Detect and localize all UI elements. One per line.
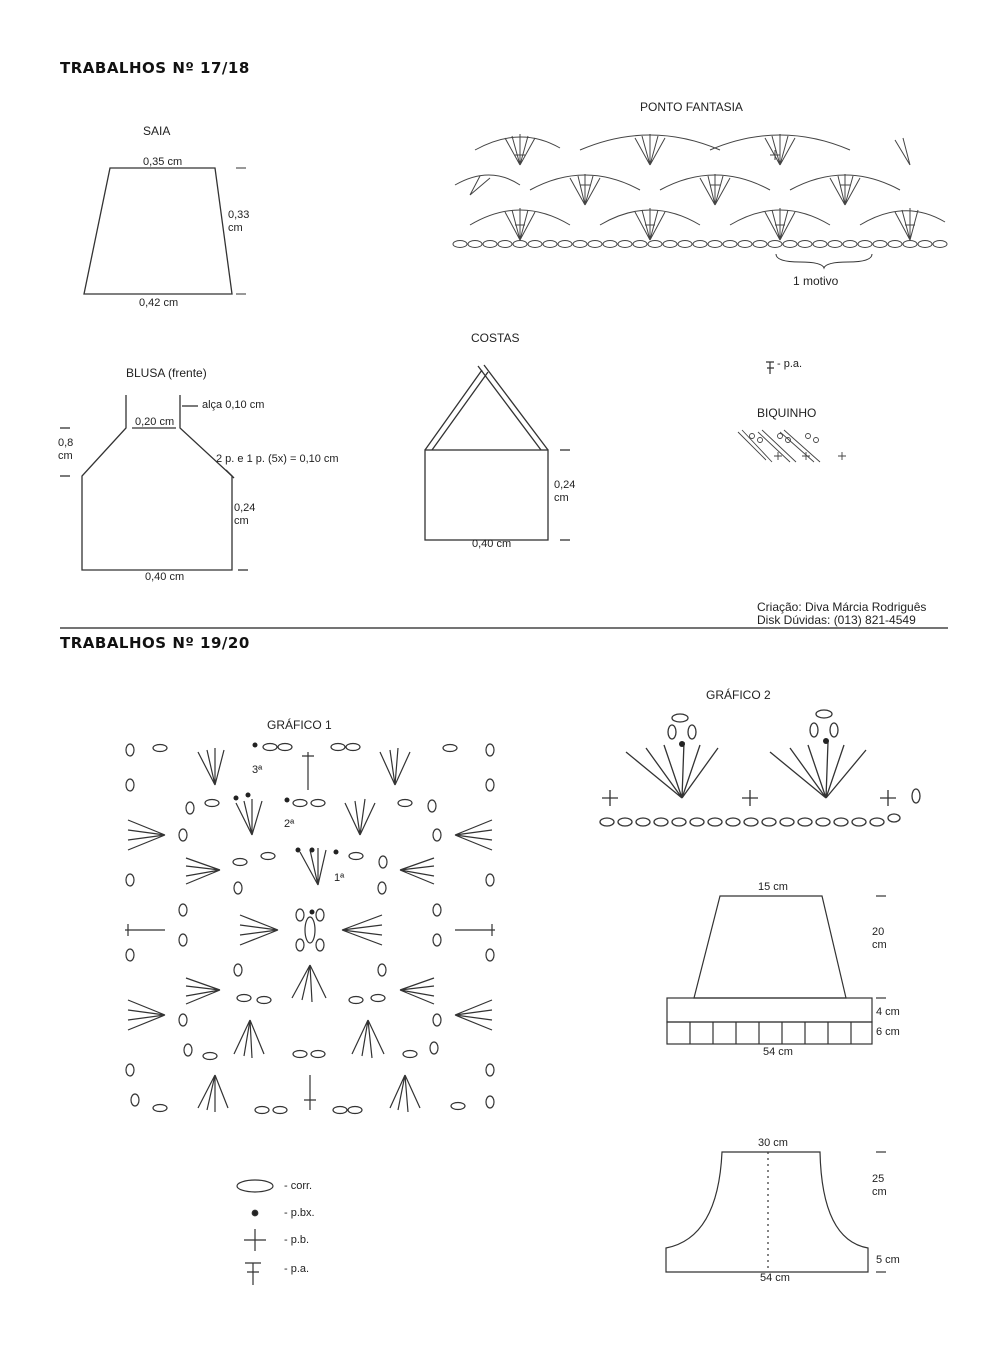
fan-row-2 xyxy=(455,174,900,205)
credit-creation: Criação: Diva Márcia Rodriguês xyxy=(757,600,927,614)
saia-height: 0,33 cm xyxy=(228,209,250,234)
legend-pa: - p.a. xyxy=(284,1263,310,1275)
section-title-17-18: TRABALHOS Nº 17/18 xyxy=(60,59,250,77)
pattern-b-bottom-width: 54 cm xyxy=(760,1272,790,1284)
saia-top-width: 0,35 cm xyxy=(143,156,183,168)
pattern-a-height: 20 cm xyxy=(872,926,887,951)
fan-row-3 xyxy=(475,134,910,165)
legend-symbols xyxy=(237,1180,273,1285)
grafico1-chart xyxy=(125,744,495,1114)
pattern-b-base-height: 5 cm xyxy=(876,1254,900,1266)
blusa-body-height: 0,24 cm xyxy=(234,502,256,527)
chain-row xyxy=(453,241,947,248)
grafico2-chart xyxy=(600,710,920,826)
pattern-b-shape xyxy=(666,1152,886,1272)
pa-legend-text: - p.a. xyxy=(777,358,803,370)
motif-label: 1 motivo xyxy=(793,274,839,288)
pattern-a-shape xyxy=(667,896,886,1044)
grafico1-label: GRÁFICO 1 xyxy=(267,718,332,732)
ponto-fantasia-label: PONTO FANTASIA xyxy=(640,100,743,114)
saia-label: SAIA xyxy=(143,124,171,138)
pattern-a-bottom-width: 54 cm xyxy=(763,1046,793,1058)
blusa-label: BLUSA (frente) xyxy=(126,366,207,380)
round3-label: 3ª xyxy=(252,764,263,776)
ponto-fantasia-chart xyxy=(453,134,947,268)
blusa-side-height: 0,8 cm xyxy=(58,437,74,462)
legend-pb: - p.b. xyxy=(284,1234,310,1246)
saia-shape xyxy=(84,168,232,294)
legend-corr: - corr. xyxy=(284,1180,313,1192)
credit xyxy=(757,601,926,627)
legend-pbx: - p.bx. xyxy=(284,1207,315,1219)
biquinho-chart xyxy=(738,430,846,462)
blusa-decrease-note: 2 p. e 1 p. (5x) = 0,10 cm xyxy=(216,453,339,465)
costas-label: COSTAS xyxy=(471,331,520,345)
grafico2-label: GRÁFICO 2 xyxy=(706,688,771,702)
costas-bottom-width: 0,40 cm xyxy=(472,538,512,550)
section-title-19-20: TRABALHOS Nº 19/20 xyxy=(60,634,250,652)
pattern-a-band2: 6 cm xyxy=(876,1026,900,1038)
cross-marks xyxy=(515,150,915,230)
blusa-strap-width: 0,20 cm xyxy=(135,416,175,428)
pa-symbol-icon xyxy=(766,362,774,374)
round1-label: 1ª xyxy=(334,872,345,884)
blusa-strap-note: alça 0,10 cm xyxy=(202,399,265,411)
saia-bottom-width: 0,42 cm xyxy=(139,297,179,309)
credit-phone: Disk Dúvidas: (013) 821-4549 xyxy=(757,613,916,627)
pattern-a-top-width: 15 cm xyxy=(758,881,788,893)
pattern-b-top-width: 30 cm xyxy=(758,1137,788,1149)
costas-shape xyxy=(425,365,570,540)
biquinho-label: BIQUINHO xyxy=(757,406,817,420)
blusa-bottom-width: 0,40 cm xyxy=(145,571,185,583)
fan-row-1 xyxy=(470,208,945,240)
round2-label: 2ª xyxy=(284,818,295,830)
pattern-a-band1: 4 cm xyxy=(876,1006,900,1018)
pattern-b-height: 25 cm xyxy=(872,1173,887,1198)
costas-height: 0,24 cm xyxy=(554,479,576,504)
